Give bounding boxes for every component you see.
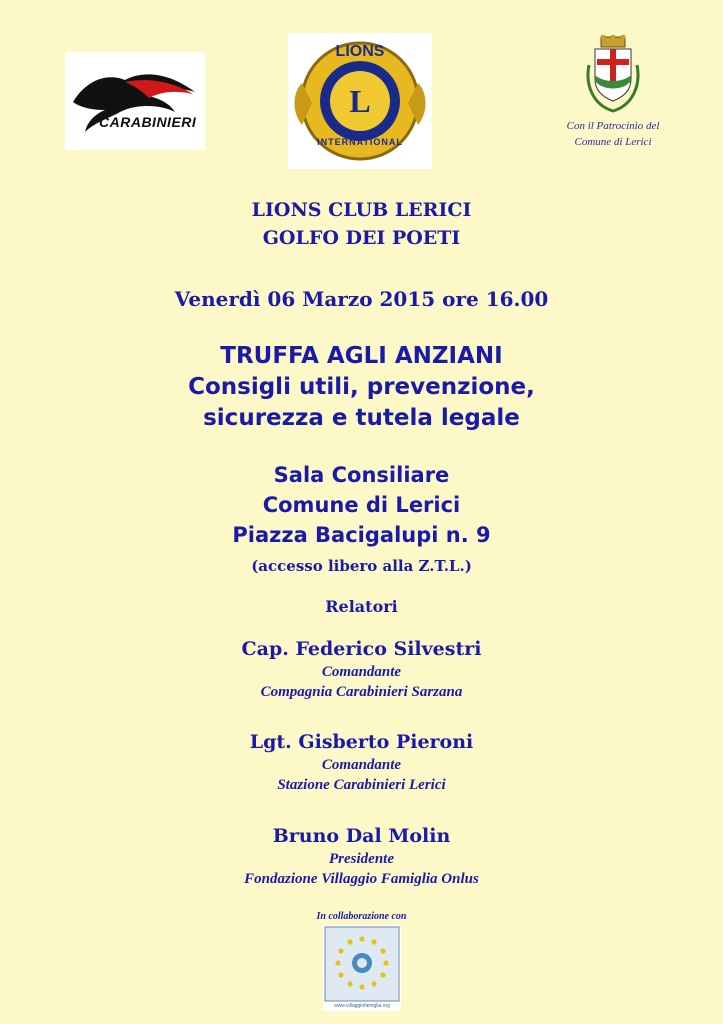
lions-logo xyxy=(288,33,432,169)
speaker-role: Comandante xyxy=(321,757,402,773)
speaker-role: Presidente xyxy=(329,851,394,867)
speaker-name: Bruno Dal Molin xyxy=(272,825,451,847)
speakers-heading: Relatori xyxy=(325,597,398,616)
patrocinio-line-1: Con il Patrocinio del xyxy=(566,120,660,132)
patrocinio-line-2: Comune di Lerici xyxy=(574,136,652,148)
speaker-block xyxy=(0,636,723,702)
lions-logo-bottom-text: INTERNATIONAL xyxy=(317,137,403,147)
lions-logo-letter: L xyxy=(349,83,371,119)
venue-note: (accesso libero alla Z.T.L.) xyxy=(251,557,472,575)
speaker-name: Lgt. Gisberto Pieroni xyxy=(249,731,474,753)
speaker-block xyxy=(0,823,723,889)
comune-crest xyxy=(583,35,643,115)
speaker-org: Compagnia Carabinieri Sarzana xyxy=(260,684,463,700)
villaggio-url: www.villaggiofamiglia.org xyxy=(334,1003,390,1009)
patrocinio-caption xyxy=(548,118,678,150)
event-title xyxy=(0,341,723,434)
speaker-name: Cap. Federico Silvestri xyxy=(241,638,482,660)
speaker-org: Stazione Carabinieri Lerici xyxy=(277,777,446,793)
venue-line-3: Piazza Bacigalupi n. 9 xyxy=(232,523,491,547)
collaboration-label: In collaborazione con xyxy=(316,911,407,922)
carabinieri-flame-icon xyxy=(65,52,205,150)
carabinieri-logo xyxy=(65,52,205,150)
carabinieri-logo-text: CARABINIERI xyxy=(99,114,197,130)
villaggio-famiglia-logo xyxy=(323,925,401,1011)
club-name-line-1: LIONS CLUB LERICI xyxy=(251,199,472,221)
villaggio-stars-icon xyxy=(323,925,401,1003)
event-title-line-1: TRUFFA AGLI ANZIANI xyxy=(220,343,503,369)
event-title-line-3: sicurezza e tutela legale xyxy=(203,405,520,431)
lions-logo-top-text: LIONS xyxy=(335,43,385,60)
club-name xyxy=(0,196,723,252)
venue-line-2: Comune di Lerici xyxy=(262,493,461,517)
crest-icon xyxy=(583,35,643,115)
venue-line-1: Sala Consiliare xyxy=(273,463,450,487)
venue xyxy=(0,460,723,550)
speaker-org: Fondazione Villaggio Famiglia Onlus xyxy=(244,871,479,887)
speaker-role: Comandante xyxy=(321,664,402,680)
club-name-line-2: GOLFO DEI POETI xyxy=(262,227,461,249)
event-title-line-2: Consigli utili, prevenzione, xyxy=(188,374,535,400)
event-date: Venerdì 06 Marzo 2015 ore 16.00 xyxy=(174,287,549,311)
speaker-block xyxy=(0,729,723,795)
